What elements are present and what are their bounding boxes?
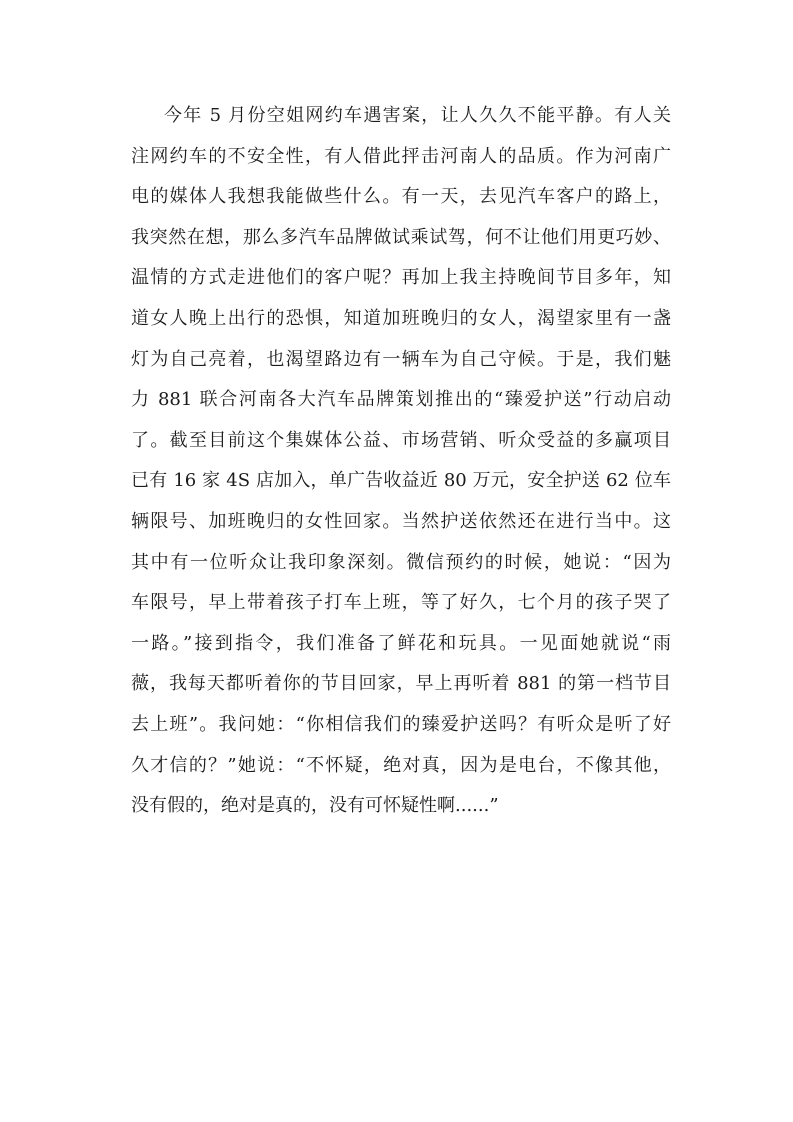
paragraph-line: 灯为自己亮着，也渴望路边有一辆车为自己守候。于是，我们魅 (131, 348, 671, 370)
paragraph-line: 电的媒体人我想我能做些什么。有一天，去见汽车客户的路上， (131, 186, 671, 208)
paragraph-line: 一路。”接到指令，我们准备了鲜花和玩具。一见面她就说“雨 (131, 632, 671, 654)
paragraph-line: 薇，我每天都听着你的节目回家，早上再听着 881 的第一档节目 (131, 673, 671, 695)
paragraph-line: 车限号，早上带着孩子打车上班，等了好久，七个月的孩子哭了 (131, 592, 671, 614)
paragraph-line: 了。截至目前这个集媒体公益、市场营销、听众受益的多赢项目 (131, 429, 671, 451)
paragraph-line: 道女人晚上出行的恐惧，知道加班晚归的女人，渴望家里有一盏 (131, 307, 671, 329)
body-paragraph (131, 96, 671, 827)
paragraph-line: 今年 5 月份空姐网约车遇害案，让人久久不能平静。有人关 (164, 105, 671, 126)
paragraph-line: 力 881 联合河南各大汽车品牌策划推出的“臻爱护送”行动启动 (131, 389, 671, 411)
paragraph-line: 已有 16 家 4S 店加入，单广告收益近 80 万元，安全护送 62 位车 (131, 470, 671, 492)
paragraph-line: 温情的方式走进他们的客户呢？再加上我主持晚间节目多年，知 (131, 267, 671, 289)
paragraph-line: 我突然在想，那么多汽车品牌做试乘试驾，何不让他们用更巧妙、 (131, 226, 671, 248)
paragraph-line: 没有假的，绝对是真的，没有可怀疑性啊......” (131, 795, 499, 817)
paragraph-line: 辆限号、加班晚归的女性回家。当然护送依然还在进行当中。这 (131, 510, 671, 532)
paragraph-line: 去上班”。我问她：“你相信我们的臻爱护送吗？有听众是听了好 (131, 713, 671, 735)
paragraph-line: 久才信的？”她说：“不怀疑，绝对真，因为是电台，不像其他， (131, 754, 671, 776)
paragraph-line: 注网约车的不安全性，有人借此抨击河南人的品质。作为河南广 (131, 145, 671, 167)
paragraph-line: 其中有一位听众让我印象深刻。微信预约的时候，她说：“因为 (131, 551, 671, 573)
